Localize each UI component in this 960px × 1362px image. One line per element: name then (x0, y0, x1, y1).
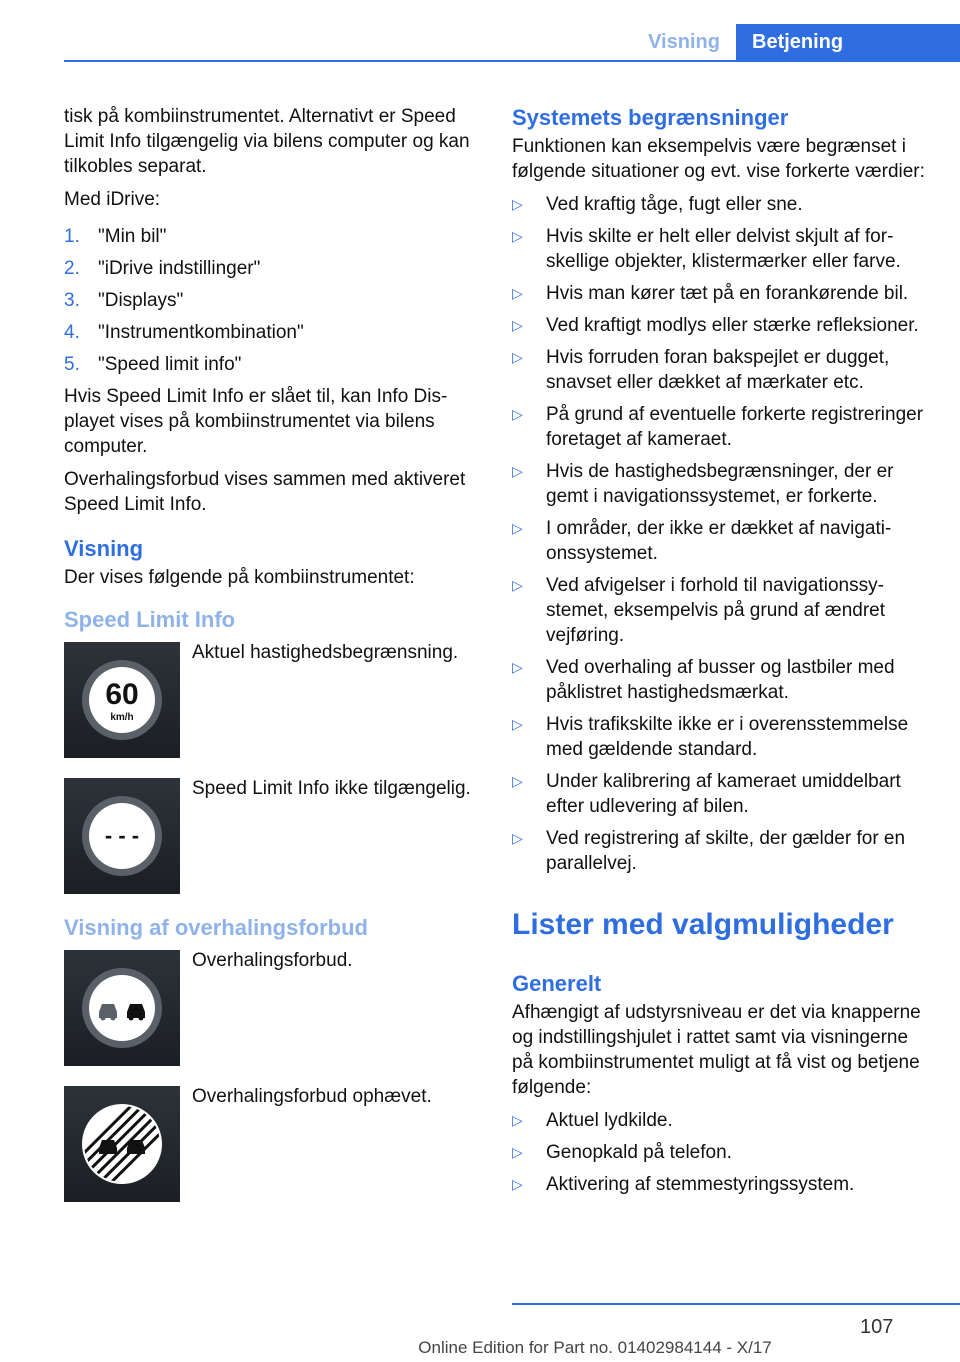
intro-paragraph: tisk på kombiinstrumentet. Alternativt er Speed Limit Info tilgængelig via bilens computer og kan tilkobles separat. (64, 106, 470, 177)
step-number: 1. (64, 226, 80, 247)
list-item-text: På grund af eventuelle forkerte registreringer foretaget af kameraet. (546, 404, 924, 450)
triangle-bullet-icon: ▷ (512, 520, 523, 536)
header-rule (64, 60, 960, 62)
limits-heading: Systemets begrænsninger (512, 105, 789, 130)
info-display-paragraph: Hvis Speed Limit Info er slået til, kan Info Displayet vises på kombiinstrumentet via bilens computer. (64, 386, 448, 457)
list-item (512, 1140, 932, 1165)
step-number: 5. (64, 354, 80, 375)
step-text: "Speed limit info" (98, 354, 242, 375)
speed-limit-60-icon (64, 642, 180, 758)
speed-unit: km/h (110, 712, 134, 723)
list-item (512, 1108, 932, 1133)
dashes-sign-icon (64, 778, 180, 894)
triangle-bullet-icon: ▷ (512, 716, 523, 732)
sign-row-end-no-overtaking (64, 1086, 476, 1202)
list-item (512, 655, 932, 705)
list-item (512, 281, 932, 306)
list-item-text: Ved kraftig tåge, fugt eller sne. (546, 194, 803, 215)
edition-footer: Online Edition for Part no. 01402984144 - X/17 (418, 1338, 772, 1357)
list-item (64, 256, 476, 281)
options-list (512, 1108, 932, 1197)
list-item-text: Hvis skilte er helt eller delvist skjult af forskellige objekter, klistermærker eller farve. (546, 226, 901, 272)
overhalingsforbud-heading: Visning af overhalingsforbud (64, 915, 368, 940)
triangle-bullet-icon: ▷ (512, 1176, 523, 1192)
sign-row-speed (64, 642, 476, 758)
triangle-bullet-icon: ▷ (512, 285, 523, 301)
list-item-text: Under kalibrering af kameraet umiddelbart efter udlevering af bilen. (546, 771, 901, 817)
list-item (512, 313, 932, 338)
step-number: 4. (64, 322, 80, 343)
triangle-bullet-icon: ▷ (512, 463, 523, 479)
list-item (64, 288, 476, 313)
list-item-text: Hvis de hastighedsbegrænsninger, der er gemt i navigationssystemet, er forkerte. (546, 461, 894, 507)
list-item-text: Ved kraftigt modlys eller stærke refleksioner. (546, 315, 919, 336)
unavailable-dashes: - - - (104, 823, 140, 848)
generelt-heading: Generelt (512, 971, 602, 996)
speed-limit-sign-icon (64, 642, 180, 758)
speed-limit-info-heading: Speed Limit Info (64, 607, 236, 632)
sign-desc-no-overtaking: Overhalingsforbud. (192, 950, 353, 971)
step-text: "Displays" (98, 290, 184, 311)
triangle-bullet-icon: ▷ (512, 228, 523, 244)
list-item (64, 224, 476, 249)
sign-desc-current: Aktuel hastighedsbegrænsning. (192, 642, 459, 663)
list-item (512, 769, 932, 819)
overhaling-paragraph: Overhalingsforbud vises sammen med aktiveret Speed Limit Info. (64, 469, 466, 515)
list-item-text: Ved overhaling af busser og lastbiler med påklistret hastighedsmærkat. (546, 657, 895, 703)
sign-row-no-overtaking (64, 950, 476, 1066)
no-overtaking-sign-icon (64, 950, 180, 1066)
left-column (64, 104, 476, 1222)
list-item-text: Aktivering af stemmestyringssystem. (546, 1174, 855, 1195)
triangle-bullet-icon: ▷ (512, 1112, 523, 1128)
end-no-overtaking-sign-icon (64, 1086, 180, 1202)
list-item-text: Aktuel lydkilde. (546, 1110, 673, 1131)
list-item (512, 1172, 932, 1197)
step-text: "Min bil" (98, 226, 167, 247)
lists-heading: Lister med valgmuligheder (512, 908, 894, 941)
idrive-steps (64, 224, 476, 377)
triangle-bullet-icon: ▷ (512, 577, 523, 593)
step-text: "iDrive indstillinger" (98, 258, 261, 279)
list-item (512, 712, 932, 762)
tab-visning[interactable]: Visning (648, 31, 720, 53)
visning-text: Der vises følgende på kombiinstrumentet: (64, 567, 415, 588)
no-overtaking-icon (64, 950, 180, 1066)
triangle-bullet-icon: ▷ (512, 349, 523, 365)
triangle-bullet-icon: ▷ (512, 317, 523, 333)
step-text: "Instrumentkombination" (98, 322, 304, 343)
tab-betjening[interactable]: Betjening (736, 24, 960, 60)
right-column (512, 104, 932, 1204)
list-item-text: Hvis man kører tæt på en forankørende bil. (546, 283, 909, 304)
list-item-text: Ved afvigelser i forhold til navigationssystemet, eksempelvis på grund af ændret vejføring. (546, 575, 886, 646)
list-item (512, 192, 932, 217)
limits-list (512, 192, 932, 876)
idrive-label: Med iDrive: (64, 189, 161, 210)
list-item-text: Ved registrering af skilte, der gælder for en parallelvej. (546, 828, 906, 874)
list-item-text: Genopkald på telefon. (546, 1142, 732, 1163)
triangle-bullet-icon: ▷ (512, 1144, 523, 1160)
list-item (512, 402, 932, 452)
list-item (64, 352, 476, 377)
generelt-text: Afhængigt af udstyrsniveau er det via knapperne og indstillingshjulet i rattet samt via visningerne på kombiinstrumentet muligt at få vist og betjene følgende: (512, 1002, 921, 1098)
footer-rule (512, 1303, 960, 1305)
list-item (512, 459, 932, 509)
triangle-bullet-icon: ▷ (512, 773, 523, 789)
list-item-text: Hvis trafikskilte ikke er i overensstemmelse med gældende standard. (546, 714, 909, 760)
step-number: 2. (64, 258, 80, 279)
speed-limit-unavailable-icon (64, 778, 180, 894)
list-item-text: Hvis forruden foran bakspejlet er dugget, snavset eller dækket af mærkater etc. (546, 347, 890, 393)
list-item (512, 224, 932, 274)
triangle-bullet-icon: ▷ (512, 830, 523, 846)
visning-heading: Visning (64, 536, 144, 561)
sign-desc-end-no-overtaking: Overhalingsforbud ophævet. (192, 1086, 432, 1107)
list-item (512, 826, 932, 876)
sign-row-unavailable (64, 778, 476, 894)
list-item-text: I områder, der ikke er dækket af navigationssystemet. (546, 518, 892, 564)
limits-intro: Funktionen kan eksempelvis være begrænset i følgende situationer og evt. vise forkerte værdier: (512, 136, 925, 182)
speed-value: 60 (105, 678, 139, 711)
list-item (512, 345, 932, 395)
sign-desc-unavailable: Speed Limit Info ikke tilgængelig. (192, 778, 471, 799)
triangle-bullet-icon: ▷ (512, 659, 523, 675)
list-item (64, 320, 476, 345)
page-number: 107 (860, 1316, 894, 1338)
triangle-bullet-icon: ▷ (512, 406, 523, 422)
step-number: 3. (64, 290, 80, 311)
triangle-bullet-icon: ▷ (512, 196, 523, 212)
end-no-overtaking-icon (64, 1086, 180, 1202)
list-item (512, 516, 932, 566)
list-item (512, 573, 932, 648)
